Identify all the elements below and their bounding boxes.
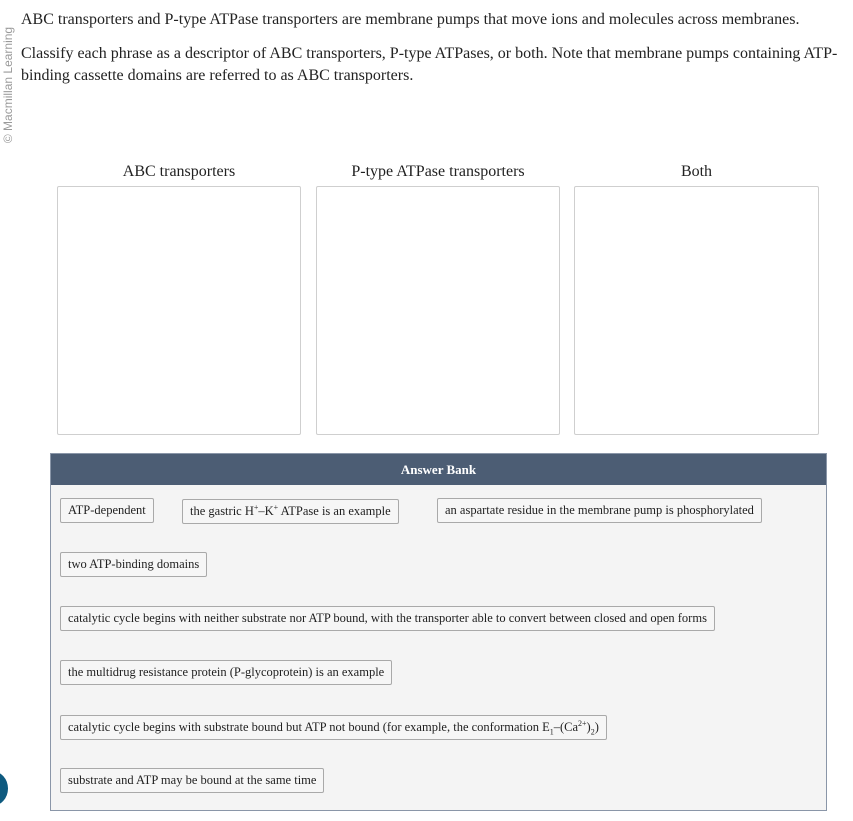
chip-text: 1 (549, 727, 554, 737)
answer-bank-header: Answer Bank (51, 454, 826, 485)
chip-text: 2+ (578, 718, 587, 728)
chip-text: the gastric H (190, 504, 254, 518)
drop-zone-abc[interactable] (57, 186, 301, 435)
answer-chip[interactable] (182, 499, 399, 524)
answer-chip[interactable]: substrate and ATP may be bound at the same time (60, 768, 324, 793)
drop-zone-both[interactable] (574, 186, 819, 435)
copyright-watermark: © Macmillan Learning (1, 26, 15, 144)
answer-chip[interactable]: an aspartate residue in the membrane pump is phosphorylated (437, 498, 762, 523)
help-button[interactable] (0, 771, 8, 806)
bin-title-both: Both (680, 163, 713, 180)
question-intro: ABC transporters and P-type ATPase transporters are membrane pumps that move ions and molecules across membranes. (21, 11, 800, 28)
question-instructions: Classify each phrase as a descriptor of ABC transporters, P-type ATPases, or both. Note that membrane pumps containing ATP-binding cassette domains are referred to as ABC transporters. (21, 45, 838, 84)
chip-text: ) (594, 720, 599, 734)
chip-text: catalytic cycle begins with substrate bound but ATP not bound (for example, the conformation E (68, 720, 550, 734)
bin-title-p-type: P-type ATPase transporters (351, 163, 525, 180)
bin-title-abc: ABC transporters (122, 163, 236, 180)
answer-chip[interactable]: the multidrug resistance protein (P-glycoprotein) is an example (60, 660, 392, 685)
chip-text: –(Ca (553, 720, 579, 734)
answer-chip[interactable] (60, 715, 607, 740)
chip-text: 2 (590, 727, 595, 737)
chip-text: ) (586, 720, 591, 734)
chip-text: + (253, 502, 259, 512)
drop-zone-p-type[interactable] (316, 186, 560, 435)
chip-text: ATPase is an example (278, 504, 391, 518)
answer-chip[interactable]: two ATP-binding domains (60, 552, 207, 577)
answer-chip[interactable]: catalytic cycle begins with neither substrate nor ATP bound, with the transporter able to convert between closed and open forms (60, 606, 715, 631)
chip-text: + (273, 502, 279, 512)
chip-text: –K (258, 504, 274, 518)
answer-chip[interactable]: ATP-dependent (60, 498, 154, 523)
